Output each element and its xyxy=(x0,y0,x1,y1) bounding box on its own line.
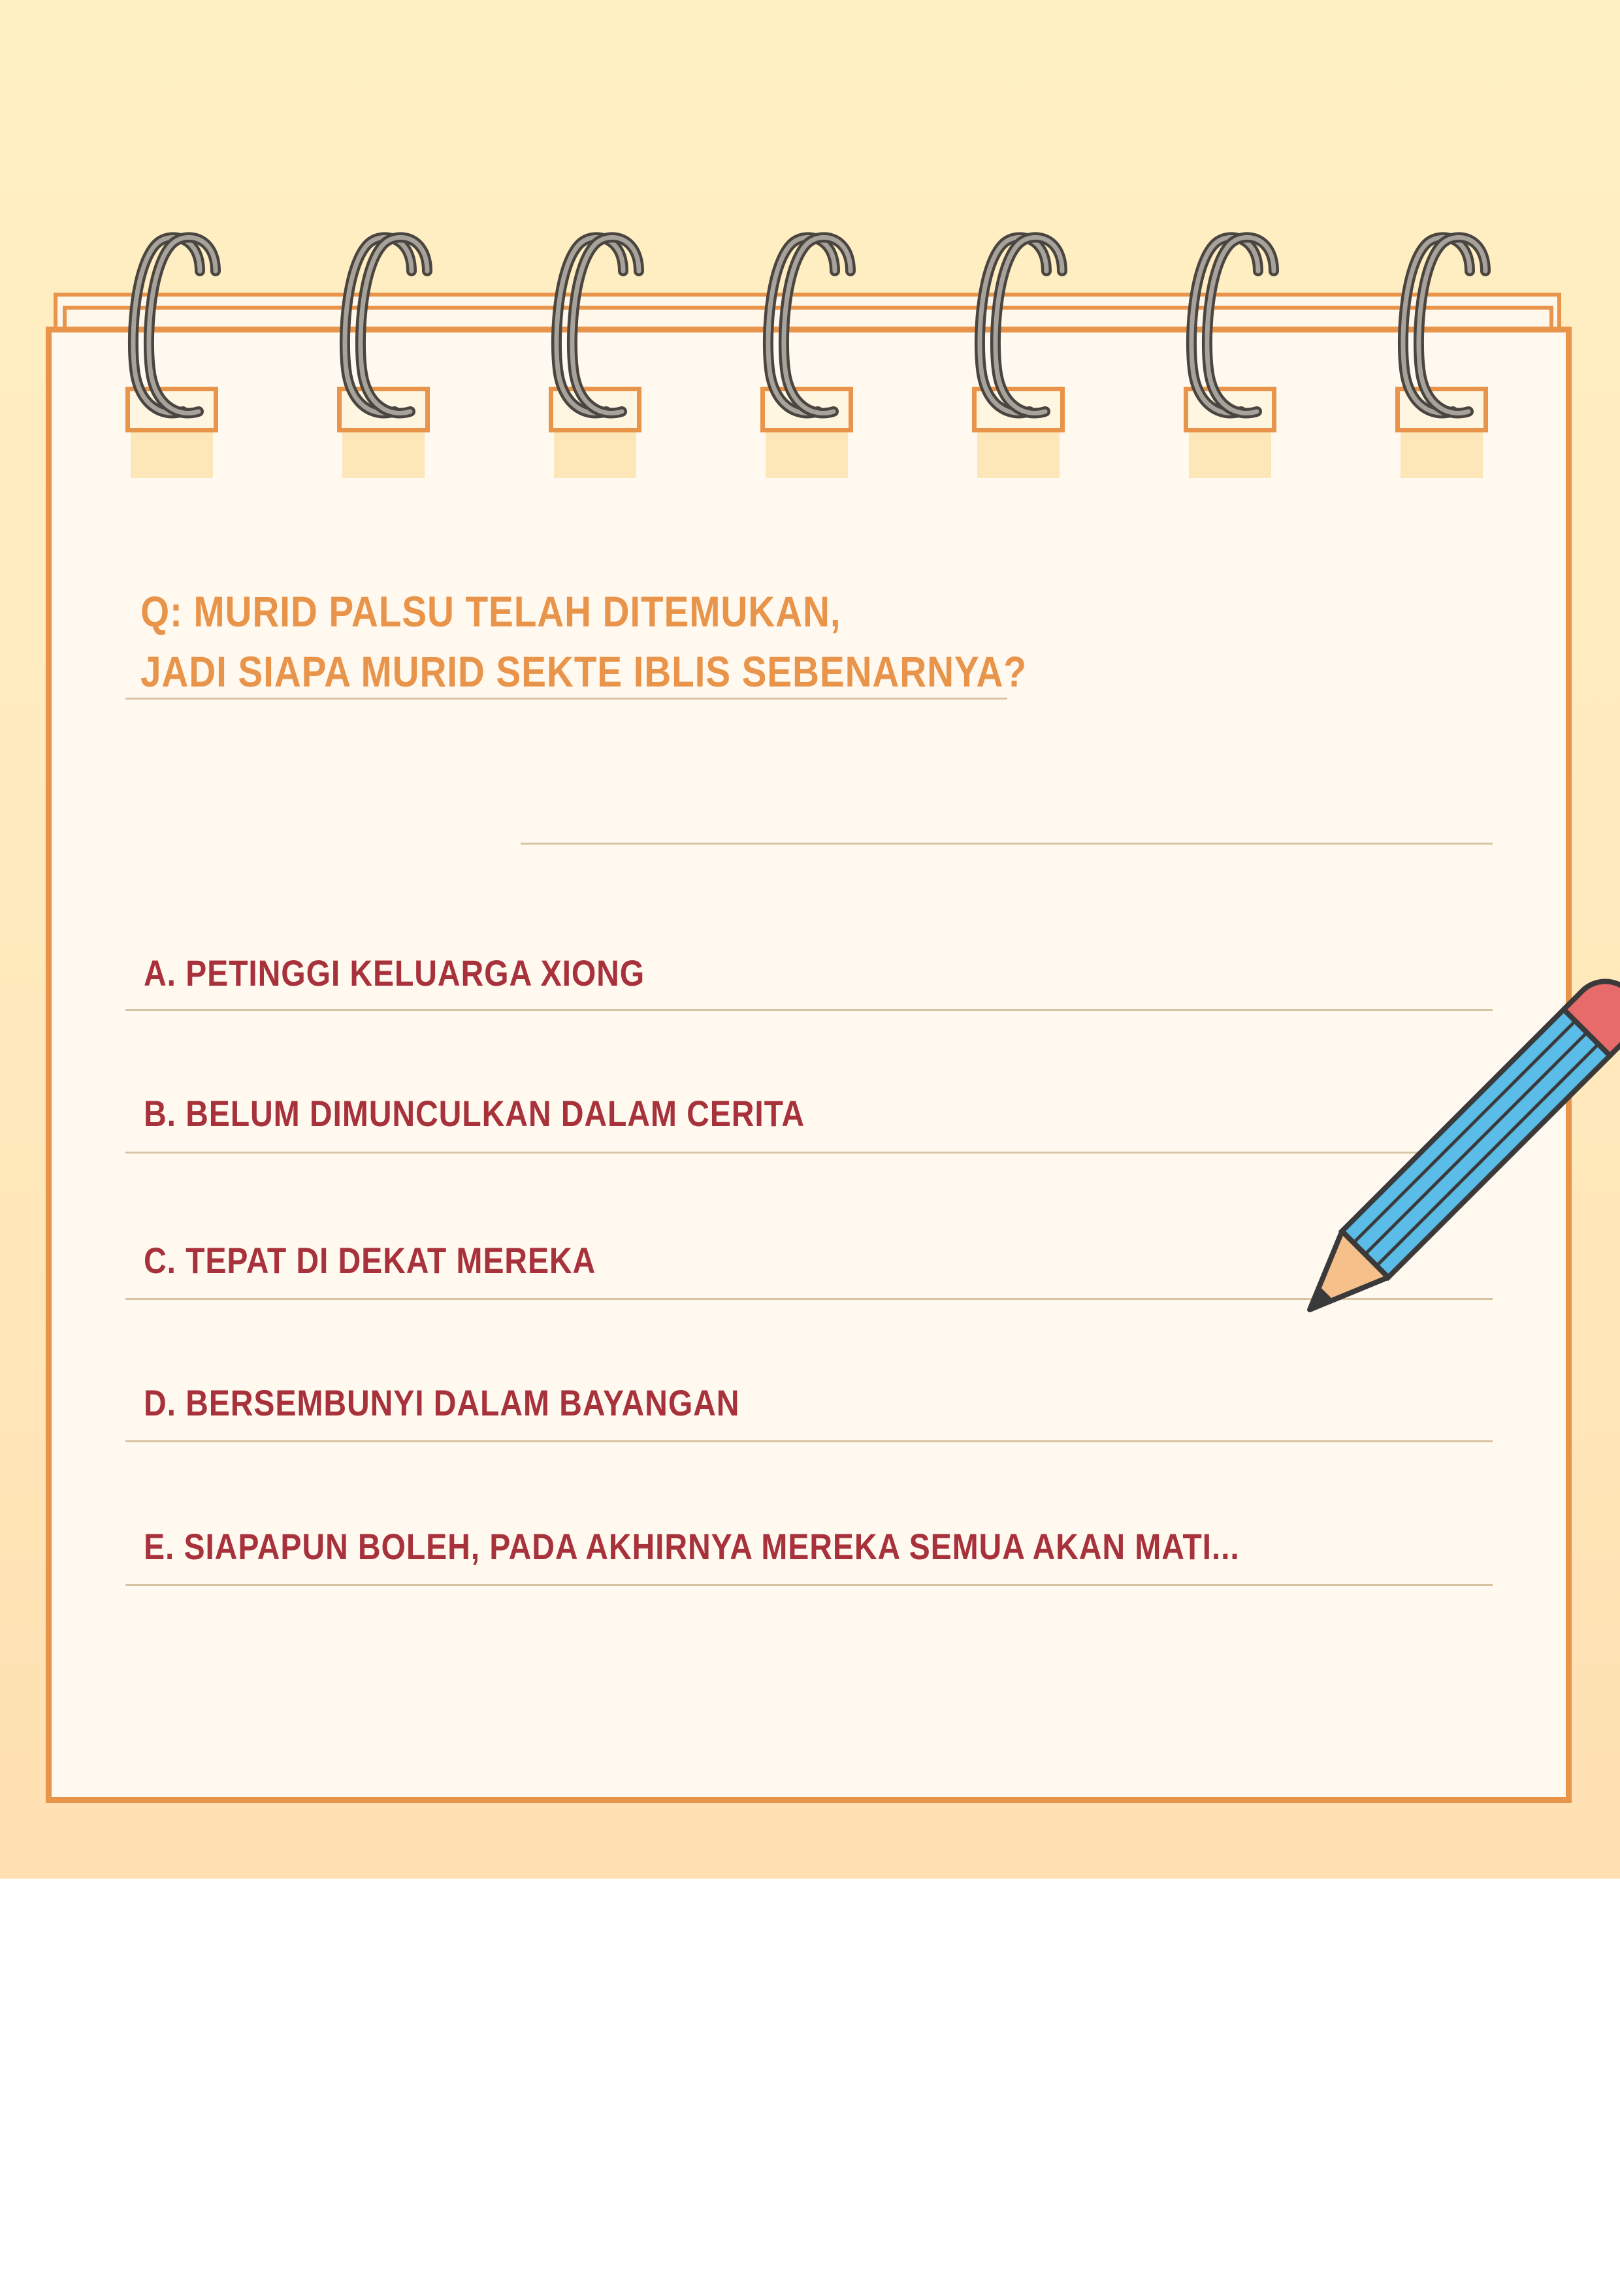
option-c-line xyxy=(125,1298,1493,1300)
option-e[interactable]: E. SIAPAPUN BOLEH, PADA AKHIRNYA MEREKA SEMUA AKAN MATI... xyxy=(144,1526,1240,1567)
option-d[interactable]: D. BERSEMBUNYI DALAM BAYANGAN xyxy=(144,1382,740,1423)
spiral-ring-icon xyxy=(546,225,644,428)
hole-shadow xyxy=(1189,432,1271,478)
hole-shadow xyxy=(1401,432,1483,478)
hole-shadow xyxy=(766,432,848,478)
hole-shadow xyxy=(342,432,425,478)
question-line-2: JADI SIAPA MURID SEKTE IBLIS SEBENARNYA? xyxy=(140,647,1027,696)
spiral-ring-icon xyxy=(334,225,432,428)
spiral-ring-icon xyxy=(1181,225,1279,428)
spiral-ring-icon xyxy=(969,225,1067,428)
option-a[interactable]: A. PETINGGI KELUARGA XIONG xyxy=(144,952,645,994)
quiz-question xyxy=(140,581,1208,702)
hole-shadow xyxy=(554,432,636,478)
option-c[interactable]: C. TEPAT DI DEKAT MEREKA xyxy=(144,1240,596,1281)
hole-shadow xyxy=(977,432,1060,478)
spiral-ring-icon xyxy=(123,225,221,428)
option-b[interactable]: B. BELUM DIMUNCULKAN DALAM CERITA xyxy=(144,1093,805,1134)
option-d-line xyxy=(125,1440,1493,1442)
option-b-line xyxy=(125,1152,1493,1154)
question-underline xyxy=(125,698,1007,700)
option-a-line xyxy=(125,1009,1493,1011)
answer-blank-line xyxy=(521,843,1493,845)
option-e-line xyxy=(125,1584,1493,1586)
hole-shadow xyxy=(131,432,213,478)
pencil-icon xyxy=(1297,996,1604,1323)
question-line-1: Q: MURID PALSU TELAH DITEMUKAN, xyxy=(140,587,841,636)
spiral-ring-icon xyxy=(1393,225,1491,428)
spiral-ring-icon xyxy=(758,225,856,428)
